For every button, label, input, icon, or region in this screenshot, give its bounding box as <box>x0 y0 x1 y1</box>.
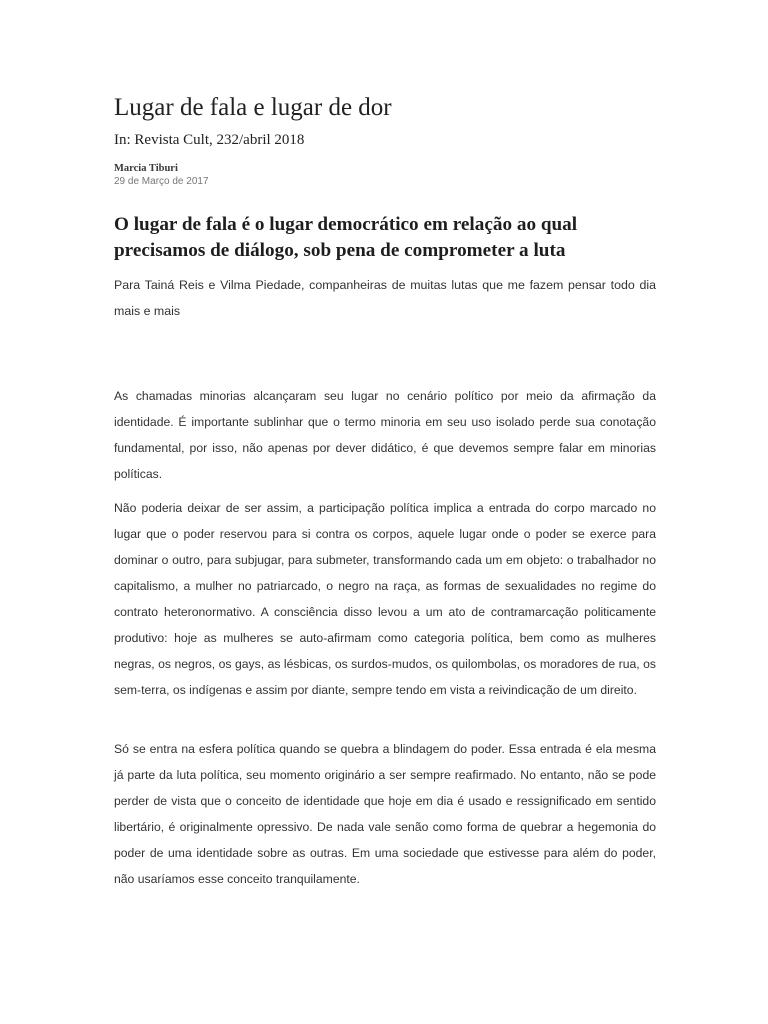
article-subtitle: O lugar de fala é o lugar democrático em relação ao qual precisamos de diálogo, sob pena de comprometer a luta <box>114 214 578 261</box>
article-title: Lugar de fala e lugar de dor <box>114 94 392 121</box>
body-paragraph: Só se entra na esfera política quando se quebra a blindagem do poder. Essa entrada é ela mesma já parte da luta política, seu momento originário a ser sempre reafirmado. No entanto, não se pode perder de vista que o conceito de identidade que hoje em dia é usado e ressignificado em sentido libertário, é originalmente opressivo. De nada vale senão como forma de quebrar a hegemonia do poder de uma identidade sobre as outras. Em uma sociedade que estivesse para além do poder, não usaríamos esse conceito tranquilamente. <box>114 742 656 886</box>
body-paragraph: Não poderia deixar de ser assim, a participação política implica a entrada do corpo marcado no lugar que o poder reservou para si contra os corpos, aquele lugar onde o poder se exerce para dominar o outro, para subjugar, para submeter, transformando cada um em objeto: o trabalhador no capitalismo, a mulher no patriarcado, o negro na raça, as formas de sexualidades no regime do contrato heteronormativo. A consciência disso levou a um ato de contramarcação politicamente produtivo: hoje as mulheres se auto-afirmam como categoria política, bem como as mulheres negras, os negros, os gays, as lésbicas, os surdos-mudos, os quilombolas, os moradores de rua, os sem-terra, os indígenas e assim por diante, sempre tendo em vista a reivindicação de um direito. <box>114 501 656 697</box>
body-paragraph: As chamadas minorias alcançaram seu lugar no cenário político por meio da afirmação da identidade. É importante sublinhar que o termo minoria em seu uso isolado perde sua conotação fundamental, por isso, não apenas por dever didático, é que devemos sempre falar em minorias políticas. <box>114 389 656 481</box>
article-dedication: Para Tainá Reis e Vilma Piedade, companheiras de muitas lutas que me fazem pensar todo dia mais e mais <box>114 278 656 318</box>
article-source: In: Revista Cult, 232/abril 2018 <box>114 132 305 148</box>
article-author: Marcia Tiburi <box>114 163 178 174</box>
article-date: 29 de Março de 2017 <box>114 176 209 187</box>
